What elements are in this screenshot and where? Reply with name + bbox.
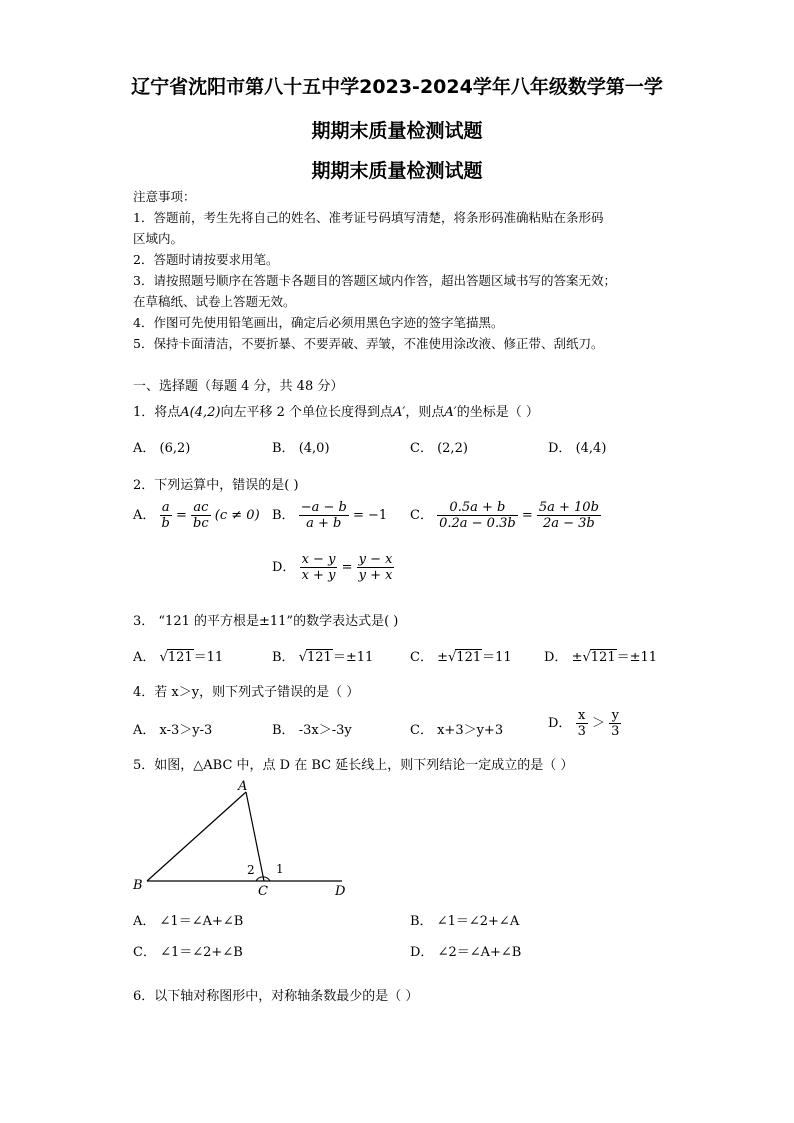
q1-option-d[interactable]: D． (4,4) <box>548 441 607 456</box>
exam-title-line3: 期期末质量检测试题 <box>311 160 483 182</box>
q1-point-prime: A′ <box>444 405 457 420</box>
q1-mid2: ，则点 <box>405 405 445 420</box>
q4-option-c[interactable]: C． x+3＞y+3 <box>410 723 504 738</box>
q4-option-b[interactable]: B． -3x＞-3y <box>272 723 352 738</box>
label-b: B <box>133 878 143 893</box>
exam-title-line2: 期期末质量检测试题 <box>311 120 483 142</box>
q1-option-c[interactable]: C． (2,2) <box>410 441 468 456</box>
q3-option-d[interactable]: D． ±√121＝±11 <box>544 650 658 665</box>
label-angle-2: 2 <box>247 863 255 877</box>
notice-heading: 注意事项： <box>133 189 196 204</box>
section-heading: 一、选择题（每题 4 分，共 48 分） <box>133 379 344 394</box>
notice-item: 区域内。 <box>133 231 184 246</box>
label-c: C <box>258 884 268 899</box>
question-3-stem: 3． “121 的平方根是±11”的数学表达式是( ) <box>133 614 399 629</box>
triangle-figure <box>130 775 360 900</box>
q2-option-b[interactable]: B． $\frac{-a - b}{a + b}$ = −1 <box>272 500 388 531</box>
notice-item: 3．请按照题号顺序在答题卡各题目的答题区域内作答，超出答题区域书写的答案无效； <box>133 273 616 288</box>
q1-point: A(4,2) <box>180 405 221 420</box>
q3-option-b[interactable]: B． √121＝±11 <box>272 650 374 665</box>
q2-option-c[interactable]: C． $\frac{0.5a + b}{0.2a - 0.3b}$ = $\frac{5a + 10b}{2a - 3b}$ <box>410 500 599 531</box>
q3-option-a[interactable]: A． √121＝11 <box>133 650 224 665</box>
q1-mid: 向左平移 2 个单位长度得到点 <box>220 405 394 420</box>
notice-item: 1．答题前，考生先将自己的姓名、准考证号码填写清楚，将条形码准确粘贴在条形码 <box>133 210 604 225</box>
q1-suffix: 的坐标是（ ） <box>456 405 539 420</box>
q5-option-b[interactable]: B． ∠1＝∠2+∠A <box>410 914 520 929</box>
notice-item: 2．答题时请按要求用笔。 <box>133 252 279 267</box>
segment-ab <box>147 792 246 881</box>
q2-option-d[interactable]: D． $\frac{x - y}{x + y}$ = $\frac{y - x}{y + x}$ <box>272 552 393 583</box>
q4-option-a[interactable]: A． x-3＞y-3 <box>133 723 213 738</box>
label-a: A <box>238 779 248 794</box>
question-6-stem: 6．以下轴对称图形中，对称轴条数最少的是（ ） <box>133 989 419 1004</box>
q4-option-d[interactable]: D． $\frac{x}{3}$ ＞ $\frac{y}{3}$ <box>548 708 620 739</box>
question-2-stem: 2．下列运算中，错误的是( ) <box>133 478 299 493</box>
notice-item: 5．保持卡面清洁，不要折暴、不要弄破、弄皱，不准使用涂改液、修正带、刮纸刀。 <box>133 336 604 351</box>
q1-option-b[interactable]: B． (4,0) <box>272 441 330 456</box>
notice-item: 在草稿纸、试卷上答题无效。 <box>133 294 296 309</box>
question-4-stem: 4．若 x＞y，则下列式子错误的是（ ） <box>133 685 360 700</box>
q1-option-a[interactable]: A． (6,2) <box>133 441 191 456</box>
q5-option-c[interactable]: C． ∠1＝∠2+∠B <box>133 945 243 960</box>
q3-option-c[interactable]: C． ±√121＝11 <box>410 650 512 665</box>
label-d: D <box>335 884 346 899</box>
label-angle-1: 1 <box>276 862 284 876</box>
exam-title-line1: 辽宁省沈阳市第八十五中学2023-2024学年八年级数学第一学 <box>131 76 663 98</box>
q5-option-a[interactable]: A． ∠1＝∠A+∠B <box>133 914 244 929</box>
notice-item: 4．作图可先使用铅笔画出，确定后必须用黑色字迹的签字笔描黑。 <box>133 315 504 330</box>
q2-option-a[interactable]: A． $\frac{a}{b}$ = $\frac{ac}{bc}$ (c ≠ 0) <box>133 500 260 531</box>
question-1-stem <box>133 401 539 420</box>
question-5-stem: 5．如图，△ABC 中，点 D 在 BC 延长线上，则下列结论一定成立的是（ ） <box>133 758 574 773</box>
q5-option-d[interactable]: D． ∠2＝∠A+∠B <box>410 945 522 960</box>
q1-point-prime: A′ <box>393 405 406 420</box>
q1-prefix: 1．将点 <box>133 405 181 420</box>
